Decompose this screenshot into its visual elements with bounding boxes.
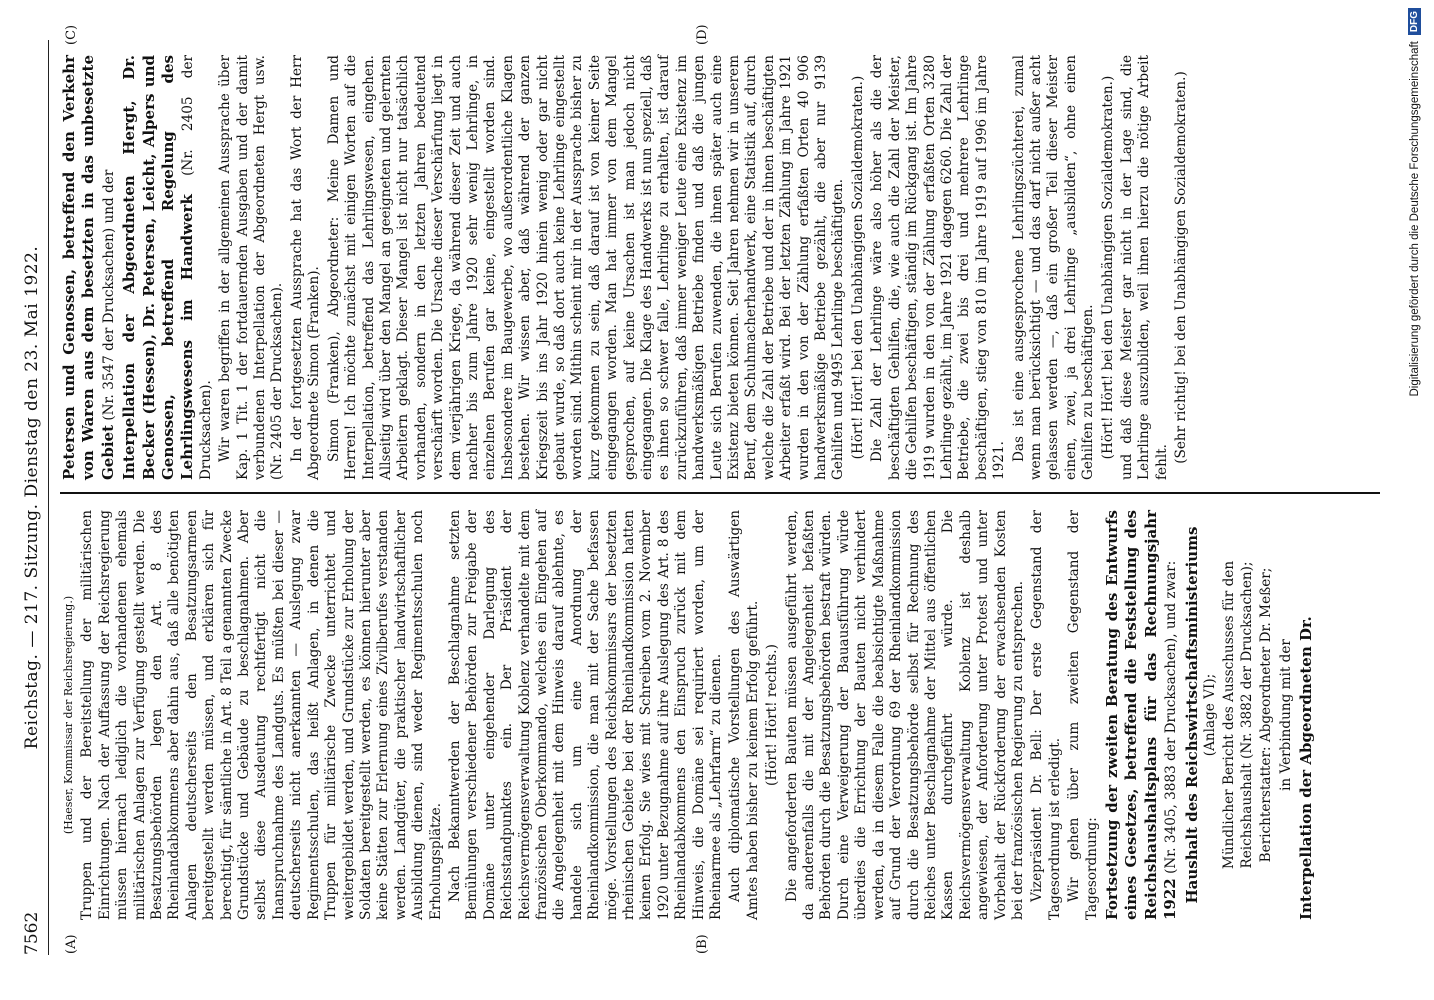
left-column xyxy=(60,510,1380,920)
interjection: (Hört! Hört! bei den Unabhängigen Sozialdemokraten.) xyxy=(1099,75,1116,460)
paragraph: in Verbindung mit der xyxy=(1277,639,1294,791)
agenda-item xyxy=(120,55,215,480)
agenda-heading: Fortsetzung der zweiten Beratung des Entwurfs eines Gesetzes, betreffend die Feststellung des Reichshaushaltsplans für das Rechnungsjahr 1922 xyxy=(1102,510,1180,920)
digitization-sidebar xyxy=(1402,8,1428,998)
paragraph: Simon (Franken), Abgeordneter: Meine Damen und Herren! Ich möchte zunächst mit einigen Worten auf die Interpellation, betreffend das Lehrlingswesen, eingehen. Allseitig wird über den Mangel an geeigneten und gelernten Arbeitern geklagt. Dieser Mangel ist nicht nur tatsächlich vorhanden, sondern in den letzten Jahren bedeutend verschärft worden. Die Ursache dieser Verschärfung liegt in dem vierjährigen Kriege, da während dieser Zeit und auch nachher bis zum Jahre 1920 sehr wenig Lehrlinge, in einzelnen Berufen gar keine, eingestellt worden sind. Insbesondere im Baugewerbe, wo außerordentliche Klagen bestehen. Wir wissen aber, daß während der ganzen Kriegszeit bis ins Jahr 1920 hinein wenig oder gar nicht gebaut wurde, so daß dort auch keine Lehrlinge eingestellt worden sind. Mithin scheint mir in der Aussprache bisher zu kurz gekommen zu sein, daß darauf ist von keiner Seite eingegangen worden. Man hat immer von dem Mangel gesprochen, auf keine Ursachen ist man jedoch nicht eingegangen. Die Klage des Handwerks ist nun speziell, daß es ihnen so schwer falle, Lehrlinge zu erhalten, ist darauf zurückzuführen, daß immer weniger Leute eine Existenz im handwerksmäßigen Betriebe finden und daß die jungen Leute sich Berufen zuwenden, die ihnen später auch eine Existenz bieten können. Seit Jahren nehmen wir in unserem Beruf, dem Schuhmacherhandwerk, eine Statistik auf, durch welche die Zahl der Betriebe und der in ihnen beschäftigten Arbeiter erfaßt wird. Bei der letzten Zählung im Jahre 1921 wurden in den von der Zählung erfaßten Orten 40 906 handwerksmäßige Betriebe gezählt, die aber nur 9139 Gehilfen und 9495 Lehrlinge beschäftigten. xyxy=(325,55,847,480)
margin-mark-c: (C) xyxy=(64,24,79,45)
paragraph: Die Zahl der Lehrlinge wäre also höher als die der beschäftigten Gehilfen, die, wie auch die Zahl der Meister, die Gehilfen beschäftigen, ständig im Rückgang ist. Im Jahre 1919 wurden in den von der Zählung erfaßten Orten 3280 Lehrlinge gezählt, im Jahre 1921 dagegen 6260. Die Zahl der Betriebe, die zwei bis drei und mehrere Lehrlinge beschäftigen, stieg von 810 im Jahre 1919 auf 1996 im Jahre 1921. xyxy=(869,55,1008,480)
agenda-item xyxy=(60,55,118,480)
paragraph: Die angeforderten Bauten müssen ausgeführt werden, da anderenfalls die mit der Angelegenheit befaßten Behörden durch die Besatzungsbehörden bestraft würden. Durch eine Verweigerung der Bauausführung würde überdies die Errichtung der Bauten nicht verhindert werden, da in diesem Falle die beabsichtigte Maßnahme auf Grund der Verordnung 69 der Rheinlandkommission durch die Besatzungsbehörde selbst für Rechnung des Reiches unter Beschlagnahme der Mittel aus öffentlichen Kassen durchgeführt würde. Die Reichsvermögensverwaltung Koblenz ist deshalb angewiesen, der Anforderung unter Protest und unter Vorbehalt der Rückforderung der erwachsenden Kosten bei der französischen Regierung zu entsprechen. xyxy=(783,510,1026,920)
interjection: (Sehr richtig! bei den Unabhängigen Sozialdemokraten.) xyxy=(1173,71,1190,464)
paragraph: Mündlicher Bericht des Ausschusses für den Reichshaushalt (Nr. 3882 der Drucksachen); xyxy=(1221,560,1255,870)
agenda-item xyxy=(1183,510,1220,920)
column-divider xyxy=(60,492,1380,494)
agenda-heading: Petersen und Genossen, betreffend den Verkehr von Waren aus dem besetzten in das unbesetzte Gebiet xyxy=(60,55,117,480)
dfg-logo: DFG xyxy=(1408,8,1421,35)
agenda-heading-tail: (Nr. 2405 der Drucksachen). xyxy=(180,55,214,480)
agenda-heading: Interpellation der Abgeordneten Hergt, Dr. Becker (Hessen), Dr. Petersen, Leicht, Alpers und Genossen, betreffend Regelung des Lehrlingswesens im Handwerk xyxy=(120,55,197,480)
agenda-heading-tail: (Nr. 3405, 3883 der Drucksachen), und zwar: xyxy=(1163,560,1180,874)
paragraph: Truppen und der Bereitstellung der militärischen Einrichtungen. Nach der Auffassung der Reichsregierung müssen hiernach lediglich die vorhandenen ehemals militärischen Anlagen zur Verfügung gestellt werden. Die Besatzungsbehörden legen den Art. 8 des Rheinlandabkommens aber dahin aus, daß alle benötigten Anlagen deutscherseits den Besatzungsarmeen bereitgestellt werden müssen, und erklären sich für berechtigt, für sämtliche in Art. 8 Teil a genannten Zwecke Grundstücke und Gebäude zu beschlagnahmen. Aber selbst diese Ausdeutung rechtfertigt nicht die Inanspruchnahme des Landguts. Es müßten bei dieser — deutscherseits nicht anerkannten — Auslegung zwar Regimentsschulen, das heißt Anlagen, in denen die Truppen für militärische Zwecke unterrichtet und weitergebildet werden, und Grundstücke zur Erholung der Soldaten bereitgestellt werden, es können hierunter aber keine Stätten zur Erlernung eines Zivilberufes verstanden werden. Landgüter, die praktischer landwirtschaftlicher Ausbildung dienen, sind weder Regimentsschulen noch Erholungsplätze. xyxy=(79,510,444,920)
paragraph: Berichterstatter: Abgeordneter Dr. Meßer; xyxy=(1258,567,1275,863)
paragraph: Vizepräsident Dr. Bell: Der erste Gegenstand der Tagesordnung ist erledigt. xyxy=(1029,510,1063,920)
page-header xyxy=(18,40,48,955)
page-number: 7562 xyxy=(22,911,42,955)
agenda-item xyxy=(1103,510,1181,920)
header-rule xyxy=(48,40,49,955)
digitization-note-line xyxy=(1402,8,1428,998)
margin-mark-b: (B) xyxy=(695,934,710,954)
paragraph: Wir waren begriffen in der allgemeinen Aussprache über Kap. 1 Tit. 1 der fortdauernden Ausgaben und der damit verbundenen Interpellation der Abgeordneten Hergt usw. (Nr. 2405 der Drucksachen). xyxy=(217,55,286,480)
right-column xyxy=(60,55,1380,480)
interjection: (Hört! Hört! bei den Unabhängigen Sozialdemokraten.) xyxy=(849,75,866,460)
digitization-note: Digitalisierung gefördert durch die Deutsche Forschungsgemeinschaft xyxy=(1409,41,1421,397)
running-title: Reichstag. — 217. Sitzung. Dienstag den 23. Mai 1922. xyxy=(22,245,42,750)
margin-mark-d: (D) xyxy=(695,24,710,45)
paragraph: Wir gehen über zum zweiten Gegenstand der Tagesordnung: xyxy=(1066,510,1100,920)
agenda-heading: Haushalt des Reichswirtschaftsministeriums xyxy=(1182,526,1201,904)
agenda-heading-tail: (Anlage VI); xyxy=(1202,673,1218,757)
paragraph: Das ist eine ausgesprochene Lehrlingszüchterei, zumal wenn man berücksichtigt — und das darf nicht außer acht gelassen werden —, daß ein großer Teil dieser Meister einen, zwei, ja drei Lehrlinge „ausbilden“, ohne einen Gehilfen zu beschäftigen. xyxy=(1010,55,1097,480)
speaker-note: (Haeser, Kommissar der Reichsregierung.) xyxy=(62,595,75,835)
agenda-heading-tail: (Nr. 3547 der Drucksachen) und der xyxy=(100,169,117,421)
paragraph: In der fortgesetzten Aussprache hat das Wort der Herr Abgeordnete Simon (Franken). xyxy=(288,55,323,480)
paragraph: Auch diplomatische Vorstellungen des Auswärtigen Amtes haben bisher zu keinem Erfolg geführt. xyxy=(727,510,761,920)
paragraph: Nach Bekanntwerden der Beschlagnahme setzten Bemühungen verschiedener Behörden zur Freigabe der Domäne unter eingehender Darlegung des Reichsstandpunktes ein. Der Präsident der Reichsvermögensverwaltung Koblenz verhandelte mit dem französischen Oberkommando, welches ein Eingehen auf die Angelegenheit mit dem Hinweis darauf ablehnte, es handele sich um eine Anordnung der Rheinlandkommission, die man mit der Sache befassen möge. Vorstellungen des Reichskommissars der besetzten rheinischen Gebiete bei der Rheinlandkommission hatten keinen Erfolg. Sie wies mit Schreiben vom 2. November 1920 unter Bezugnahme auf ihre Auslegung des Art. 8 des Rheinlandabkommens den Einspruch zurück mit dem Hinweis, die Domäne sei requiriert worden, um der Rheinarmee als „Lehrfarm“ zu dienen. xyxy=(446,510,725,920)
margin-mark-a: (A) xyxy=(64,934,79,954)
agenda-heading: Interpellation der Abgeordneten Dr. xyxy=(1297,616,1316,920)
interjection: (Hört! Hört! rechts.) xyxy=(764,644,781,786)
paragraph: und daß diese Meister gar nicht in der Lage sind, die Lehrlinge auszubilden, weil ihnen hierzu die nötige Arbeit fehlt. xyxy=(1118,55,1170,480)
